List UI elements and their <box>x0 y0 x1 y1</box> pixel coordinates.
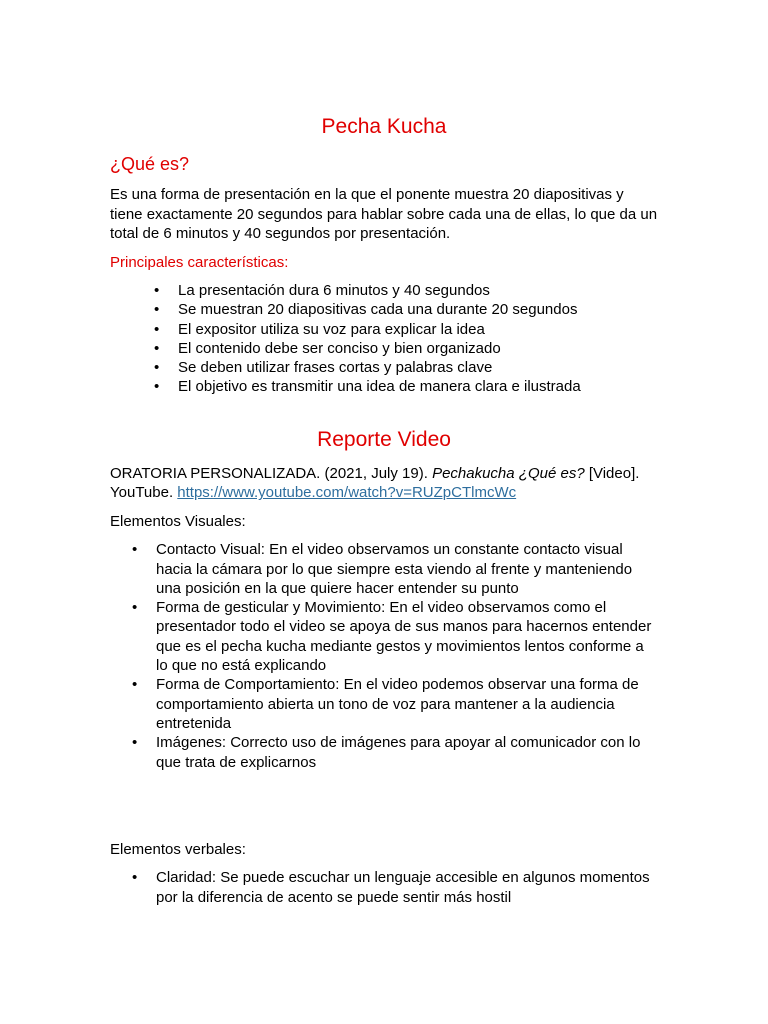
bullet-icon: • <box>154 282 160 299</box>
bullet-icon: • <box>132 599 138 617</box>
subheading-que-es: ¿Qué es? <box>110 154 190 174</box>
list-item: • La presentación dura 6 minutos y 40 segundos <box>154 282 490 299</box>
bullet-icon: • <box>154 359 160 377</box>
bullet-icon: • <box>132 869 138 887</box>
bullet-icon: • <box>132 541 138 559</box>
bullet-icon: • <box>154 320 160 338</box>
visual-elements-list <box>110 540 658 772</box>
verbal-elements-label: Elementos verbales: <box>110 840 246 858</box>
list-item: • Claridad: Se puede escuchar un lenguaje accesible en algunos momentos por la diferencia de acento se puede sentir más hostil <box>132 869 650 906</box>
bullet-icon: • <box>132 676 138 694</box>
list-item: • El contenido debe ser conciso y bien organizado <box>154 339 501 357</box>
verbal-elements-list <box>110 868 658 907</box>
bullet-icon: • <box>154 301 160 319</box>
features-label: Principales características: <box>110 253 289 271</box>
intro-paragraph: Es una forma de presentación en la que el ponente muestra 20 diapositivas y tiene exactamente 20 segundos para hablar sobre cada una de ellas, lo que da un total de 6 minutos y 40 segundos por presentación. <box>110 186 658 242</box>
bullet-icon: • <box>154 339 160 357</box>
list-item: • El objetivo es transmitir una idea de manera clara e ilustrada <box>154 378 581 396</box>
citation: ORATORIA PERSONALIZADA. (2021, July 19). Pechakucha ¿Qué es? [Video]. YouTube. https://www.youtube.com/watch?v=RUZpCTlmcWc <box>110 464 640 502</box>
youtube-link[interactable]: https://www.youtube.com/watch?v=RUZpCTlmcWc <box>177 484 517 502</box>
list-item: • Forma de Comportamiento: En el video podemos observar una forma de comportamiento abierta un tono de voz para mantener a la audiencia entretenida <box>132 676 639 732</box>
page-title: Pecha Kucha <box>321 115 447 138</box>
list-item: • Se deben utilizar frases cortas y palabras clave <box>154 359 493 377</box>
bullet-icon: • <box>132 734 138 752</box>
list-item: • Forma de gesticular y Movimiento: En el video observamos como el presentador todo el video se apoya de sus manos para hacernos entender que es el pecha kucha mediante gestos y movimientos lentos conforme a lo que no está explicando <box>132 599 652 675</box>
list-item: • Contacto Visual: En el video observamos un constante contacto visual hacia la cámara por lo que siempre esta viendo al frente y manteniendo una posición en la que quiere hacer entender su punto <box>132 541 633 597</box>
visual-elements-label: Elementos Visuales: <box>110 512 246 530</box>
bullet-icon: • <box>154 378 160 396</box>
list-item: • Imágenes: Correcto uso de imágenes para apoyar al comunicador con lo que trata de explicarnos <box>132 734 641 771</box>
list-item: • El expositor utiliza su voz para explicar la idea <box>154 320 485 338</box>
list-item: • Se muestran 20 diapositivas cada una durante 20 segundos <box>154 301 578 319</box>
features-list <box>110 281 658 397</box>
section-title-reporte-video: Reporte Video <box>317 427 451 451</box>
